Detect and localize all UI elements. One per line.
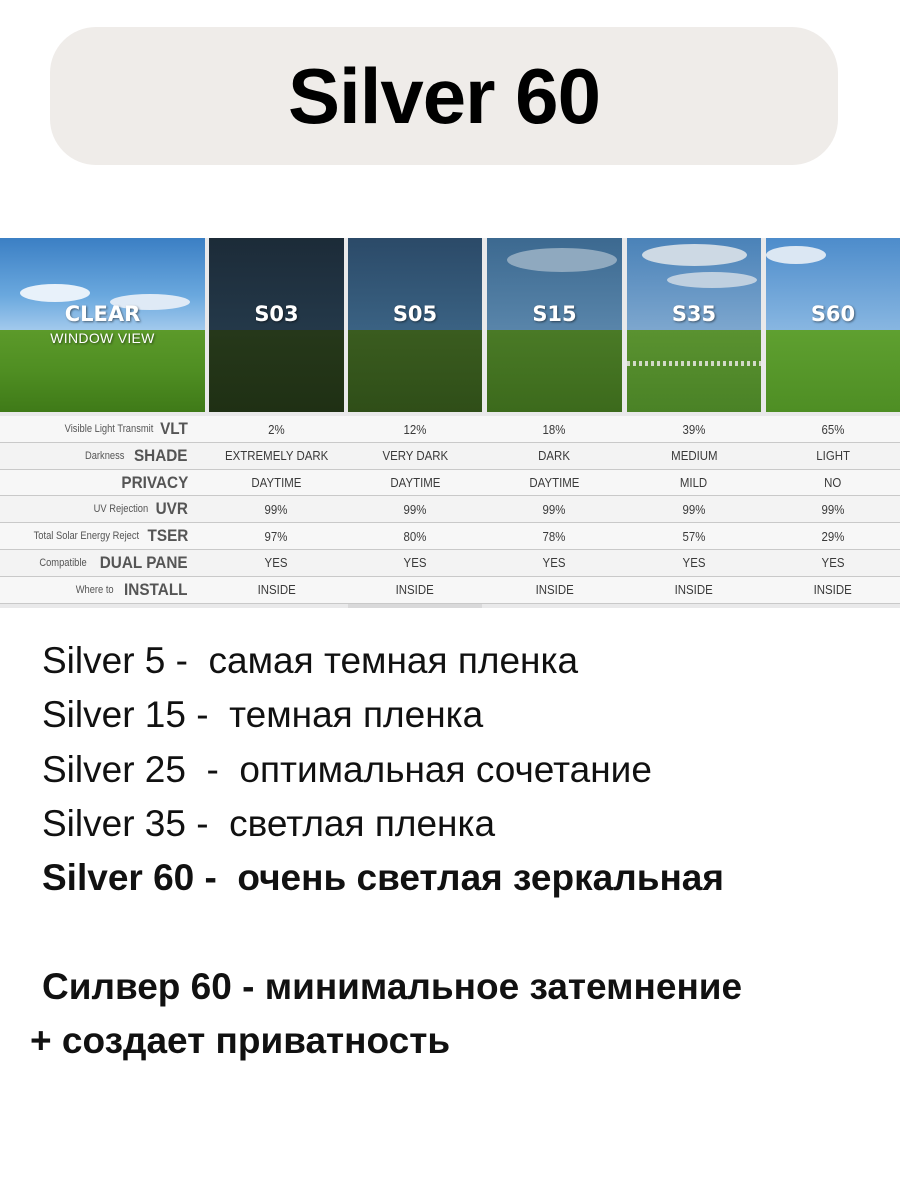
photo-s35 xyxy=(627,238,761,412)
description-line: Silver 25 - оптимальная сочетание xyxy=(42,749,652,790)
table-cell: INSIDE xyxy=(257,582,296,598)
table-cell: 97% xyxy=(265,528,288,544)
description-line: Silver 15 - темная пленка xyxy=(42,694,484,735)
table-cell: 57% xyxy=(682,528,706,544)
summary-note-line2: + создает приватность xyxy=(30,1020,451,1061)
table-cell: 29% xyxy=(821,528,845,544)
table-cell: DAYTIME xyxy=(529,475,580,491)
table-cell: MEDIUM xyxy=(670,448,718,464)
table-cell: YES xyxy=(821,555,845,571)
spec-rows xyxy=(0,416,900,604)
table-cell: DAYTIME xyxy=(251,475,302,491)
spec-row-dual-pane xyxy=(0,550,900,577)
clear-sublabel: WINDOW VIEW xyxy=(50,330,155,346)
tint-photo-strip xyxy=(0,238,900,412)
film-label-s15: S15 xyxy=(532,302,577,326)
table-cell: YES xyxy=(403,555,427,571)
row-label: Total Solar Energy Reject TSER xyxy=(33,526,188,546)
table-cell: YES xyxy=(682,555,706,571)
clear-label: CLEAR xyxy=(64,302,141,326)
summary-note-line1: Силвер 60 - минимальное затемнение xyxy=(42,966,743,1007)
table-cell: INSIDE xyxy=(813,582,853,598)
spec-row-shade xyxy=(0,443,900,470)
table-cell: 39% xyxy=(682,421,706,437)
table-cell: 80% xyxy=(403,528,427,544)
table-cell: INSIDE xyxy=(674,582,714,598)
row-label: Where to INSTALL xyxy=(75,579,188,599)
table-cell: 65% xyxy=(821,421,845,437)
page-title: Silver 60 xyxy=(288,51,600,140)
photo-s05 xyxy=(348,238,482,412)
row-label: PRIVACY xyxy=(121,472,188,492)
title-banner xyxy=(50,27,838,165)
table-cell: 99% xyxy=(265,501,288,517)
table-cell: DARK xyxy=(538,448,571,464)
photo-s60 xyxy=(766,238,900,412)
description-line-highlighted: Silver 60 - очень светлая зеркальная xyxy=(42,857,724,898)
table-cell: 12% xyxy=(403,421,427,437)
table-cell: 2% xyxy=(268,421,285,437)
row-label: Visible Light Transmit VLT xyxy=(64,419,188,438)
table-cell: INSIDE xyxy=(535,582,574,598)
film-label-s35: S35 xyxy=(671,302,717,326)
table-cell: DAYTIME xyxy=(389,475,440,491)
row-label: Compatible DUAL PANE xyxy=(39,552,188,572)
film-label-s60: S60 xyxy=(810,302,856,326)
table-cell: NO xyxy=(824,475,842,491)
row-label: UV Rejection UVR xyxy=(93,499,188,519)
tint-comparison-chart xyxy=(0,238,900,608)
row-label: Darkness SHADE xyxy=(84,445,188,465)
table-cell: 18% xyxy=(543,421,566,437)
table-cell: YES xyxy=(543,555,566,571)
table-cell: 78% xyxy=(543,528,566,544)
spec-row-uvr xyxy=(0,496,900,523)
photo-s03 xyxy=(209,238,344,412)
table-cell: 99% xyxy=(682,501,706,517)
photo-s15 xyxy=(487,238,622,412)
table-cell: VERY DARK xyxy=(382,448,448,464)
film-label-s03: S03 xyxy=(254,302,299,326)
table-cell: EXTREMELY DARK xyxy=(224,448,329,464)
table-cell: 99% xyxy=(821,501,845,517)
spec-row-privacy xyxy=(0,470,900,497)
table-cell: 99% xyxy=(543,501,566,517)
spec-row-tser xyxy=(0,523,900,550)
table-cell: INSIDE xyxy=(395,582,435,598)
photo-clear xyxy=(0,238,205,412)
table-cell: LIGHT xyxy=(816,448,850,464)
film-label-s05: S05 xyxy=(392,302,438,326)
spec-row-vlt xyxy=(0,416,900,443)
spec-row-install xyxy=(0,577,900,604)
description-line: Silver 35 - светлая пленка xyxy=(42,803,496,844)
table-cell: YES xyxy=(265,555,288,571)
table-cell: MILD xyxy=(680,475,708,491)
description-line: Silver 5 - самая темная пленка xyxy=(42,640,579,681)
table-cell: 99% xyxy=(403,501,427,517)
